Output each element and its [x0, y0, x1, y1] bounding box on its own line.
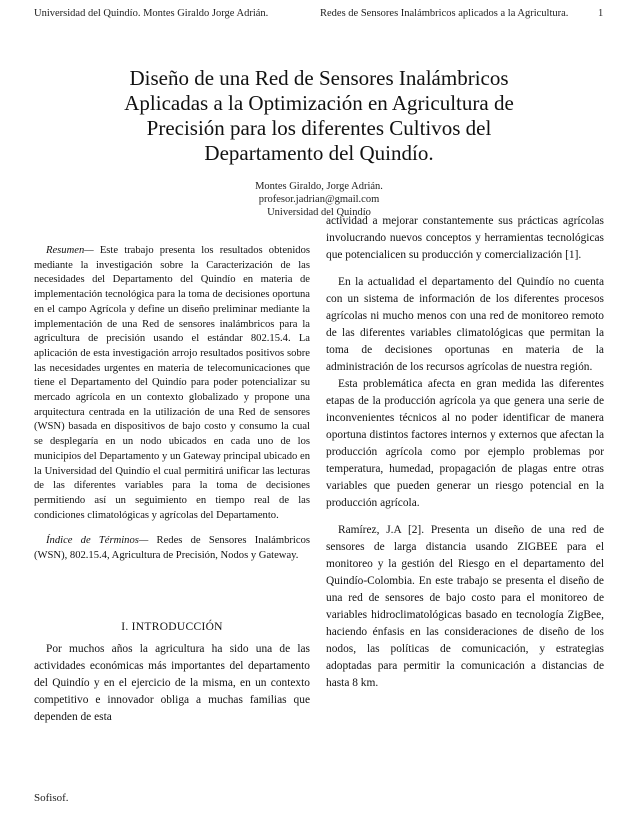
- title-line: Diseño de una Red de Sensores Inalámbricos: [129, 66, 509, 90]
- body-paragraph: actividad a mejorar constantemente sus prácticas agrícolas involucrando nuevos conceptos y herramientas tecnológicas que potencialicen su producción y comercialización [1].: [326, 215, 604, 261]
- index-terms-label: Índice de Términos—: [46, 535, 149, 547]
- intro-paragraph: Por muchos años la agricultura ha sido una de las actividades económicas más importantes del departamento del Quindío y en el ejercicio de la misma, en un contexto competitivo e innovador obliga a muchas familias que dependen de esta: [34, 643, 310, 724]
- index-terms-text: Redes de Sensores Inalámbricos (WSN), 802.15.4, Agricultura de Precisión, Nodos y Gateway.: [34, 535, 310, 562]
- author-email: profesor.jadrian@gmail.com: [258, 194, 380, 205]
- running-header-right: Redes de Sensores Inalámbricos aplicados a la Agricultura.: [320, 8, 569, 19]
- abstract: [34, 244, 310, 523]
- abstract-label: Resumen—: [46, 245, 94, 256]
- title-line: Precisión para los diferentes Cultivos del: [146, 116, 492, 140]
- author-affiliation: Universidad del Quindío: [267, 207, 371, 218]
- left-column: [34, 244, 310, 726]
- section-heading: I. INTRODUCCIÓN: [121, 621, 223, 634]
- page-number: 1: [598, 8, 604, 19]
- body-paragraph: Esta problemática afecta en gran medida las diferentes etapas de la producción agrícola ya que genera una serie de inconvenientes técnicos al no poder identificar de manera oportuna distintos factores internos y externos que afectan la producción agrícola como por ejemplo problemas por temperatura, humedad, propagación de plagas entre otras variables que pueden generar un riesgo potencial en la producción agrícola.: [326, 378, 604, 509]
- running-header-left: Universidad del Quindío. Montes Giraldo Jorge Adrián.: [34, 8, 269, 19]
- title-line: Aplicadas a la Optimización en Agricultura de: [124, 91, 514, 115]
- abstract-text: Este trabajo presenta los resultados obtenidos mediante la investigación sobre la Caracterización de las necesidades del Departamento del Quindío en materia de implementación tecnológica para la toma de decisiones oportuna en el campo Agrícola y define un diseño preliminar mediante la implementación de una Red de sensores inalámbricos para la agricultura de precisión usando el estándar 802.15.4. La aplicación de esta investigación arrojo resultados positivos sobre las necesidades urgentes en materia de telecomunicaciones que tiene el Departamento del Quindío para poder potencializar su mercado agrícola en un contexto globalizado y propone una arquitectura centrada en la utilización de una Red de sensores (WSN) basada en dispositivos de bajo costo y consumo la cual se desplegaría en un nodo ubicados en cada uno de los municipios del Departamento y un Gateway principal ubicado en la Universidad del Quindío el cual permitirá unificar las lecturas de las diferentes variables para la toma de decisiones permitiendo así un seguimiento en tiempo real de las condiciones climatológicas y agrícolas del Departamento.: [34, 245, 310, 521]
- title-line: Departamento del Quindío.: [204, 141, 434, 165]
- index-terms: [34, 533, 310, 563]
- footer-text: Sofisof.: [34, 792, 69, 804]
- body-paragraph: En la actualidad el departamento del Quindío no cuenta con un sistema de información de los diferentes procesos agrícolas ni mucho menos con una red de monitoreo remoto de las diferentes variables climatológicas que permitan la toma de decisiones oportunas en materia de la administración de los recursos agrícolas de nuestra región.: [326, 276, 604, 373]
- body-paragraph: Ramírez, J.A [2]. Presenta un diseño de una red de sensores de larga distancia usando ZIGBEE para el monitoreo y la gestión del Riesgo en el departamento del Quindío-Colombia. En este trabajo se presenta el diseño de una red de sensores de bajo costo para el monitoreo de variables hidroclimatológicas basado en tecnología ZigBee, haciendo énfasis en las consideraciones de diseño de los nodos, las políticas de comunicación, y estrategias adoptadas para permitir la comunicación a distancias de hasta 8 km.: [326, 524, 604, 689]
- paper-title: [70, 66, 568, 166]
- author-name: Montes Giraldo, Jorge Adrián.: [255, 181, 383, 192]
- right-column: [326, 213, 604, 692]
